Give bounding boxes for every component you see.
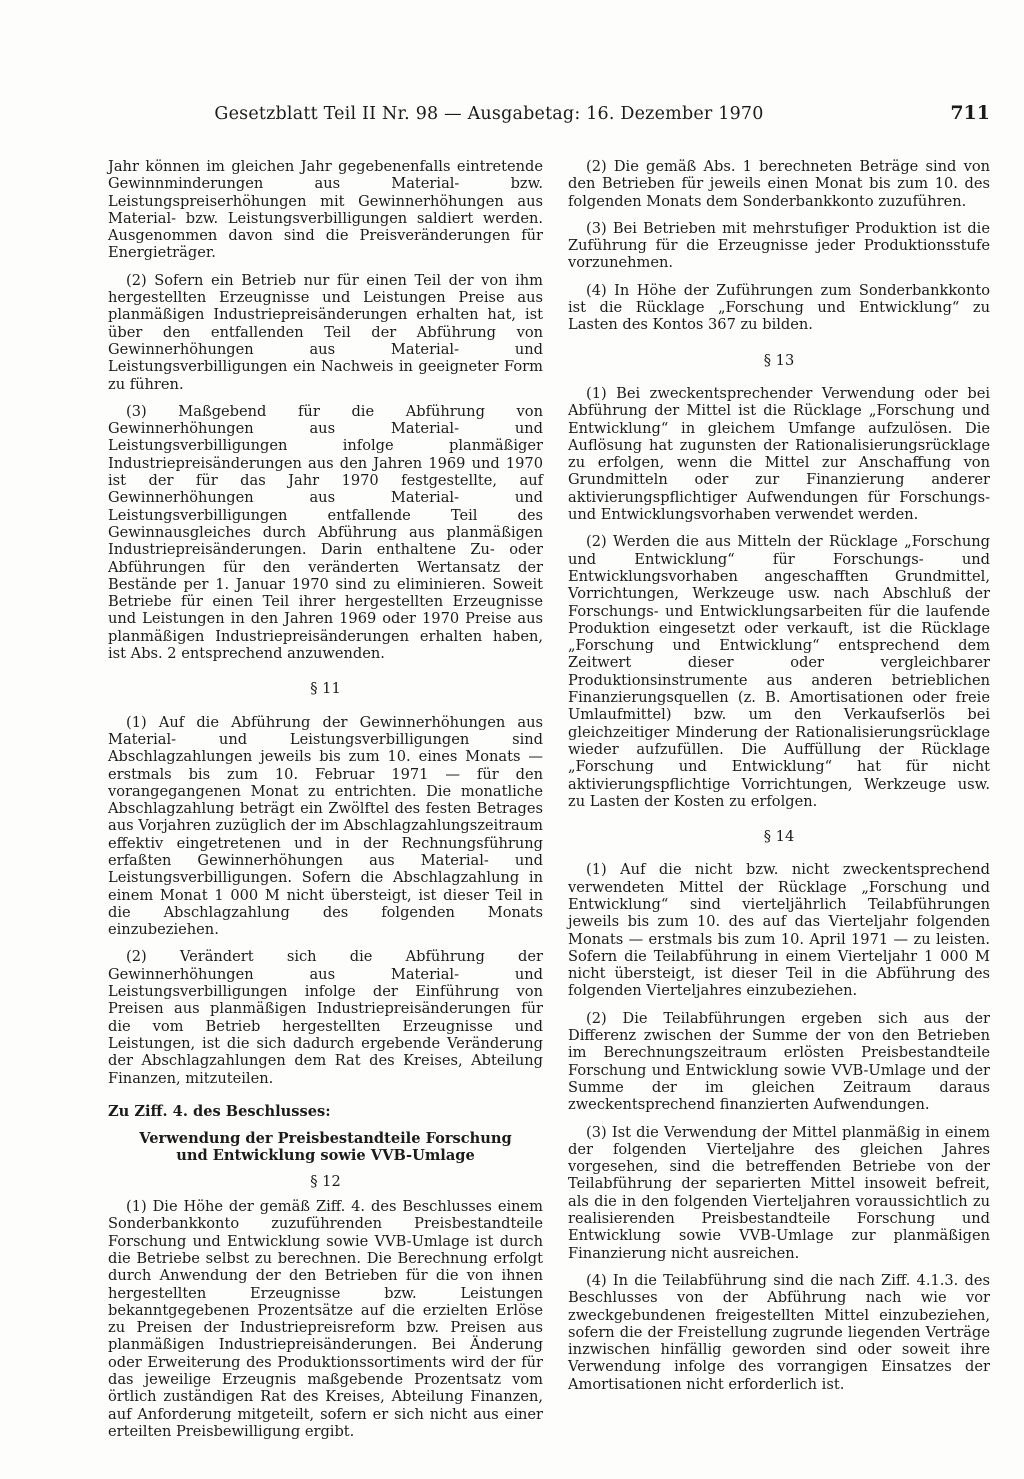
paragraph: (2) Sofern ein Betrieb nur für einen Teil der von ihm hergestellten Erzeugnisse und Leistungen Preise aus planmäßigen Industriepreisänderungen erhalten hat, ist über den entfallenden Teil der Abführung von Gewinnerhöhungen aus Material- und Leistungsverbilligungen ein Nachweis in geeigneter Form zu führen. xyxy=(108,271,543,393)
paragraph: (1) Die Höhe der gemäß Ziff. 4. des Beschlusses einem Sonderbankkonto zuzuführenden Preisbestandteile Forschung und Entwicklung sowie VVB-Umlage ist durch die Betriebe selbst zu berechnen. Die Berechnung erfolgt durch Anwendung der den Betrieben für die von ihnen hergestellten Erzeugnisse bzw. Leistungen bekanntgegebenen Prozentsätze auf die erzielten Erlöse zu Preisen der Industriepreisreform bzw. Preisen aus planmäßigen Industriepreisänderungen. Bei Änderung oder Erweiterung des Produktionssortiments wird der für das jeweilige Erzeugnis maßgebende Prozentsatz vom örtlich zuständigen Rat des Kreises, Abteilung Finanzen, auf Anforderung mitgeteilt, sofern er sich nicht aus einer erteilten Preisbewilligung ergibt. xyxy=(108,1198,543,1440)
header-title: Gesetzblatt Teil II Nr. 98 — Ausgabetag: 16. Dezember 1970 xyxy=(214,104,764,124)
chapter-heading-line1: Verwendung der Preisbestandteile Forschung xyxy=(139,1130,512,1148)
section-heading-13: § 13 xyxy=(763,351,795,369)
decision-reference-block xyxy=(108,1103,543,1165)
paragraph: (3) Bei Betrieben mit mehrstufiger Produktion ist die Zuführung für die Erzeugnisse jeder Produktionsstufe vorzunehmen. xyxy=(568,219,990,272)
section-heading-14: § 14 xyxy=(763,828,795,846)
section-heading-11: § 11 xyxy=(310,680,341,698)
chapter-heading-line2: und Entwicklung sowie VVB-Umlage xyxy=(176,1147,475,1165)
right-column xyxy=(568,158,990,1403)
paragraph: (2) Die Teilabführungen ergeben sich aus der Differenz zwischen der Summe der von den Betrieben im Berechnungszeitraum erlösten Preisbestandteile Forschung und Entwicklung sowie VVB-Umlage und der Summe der im gleichen Zeitraum daraus zweckentsprechend finanzierten Aufwendungen. xyxy=(568,1009,990,1114)
paragraph: (2) Werden die aus Mitteln der Rücklage „Forschung und Entwicklung“ für Forschungs- und Entwicklungsvorhaben angeschafften Grundmittel, Vorrichtungen, Werkzeuge usw. nach Abschluß der Forschungs- und Entwicklungsarbeiten für die laufende Produktion eingesetzt oder verkauft, ist die Rücklage „Forschung und Entwicklung“ entsprechend dem Zeitwert dieser oder vergleichbarer Produktionsinstrumente aus anderen betrieblichen Finanzierungsquellen (z. B. Amortisationen oder freie Umlaufmittel) bzw. um den Verkaufserlös bei gleichzeitiger Minderung der Rationalisierungsrücklage wieder aufzufüllen. Die Auffüllung der Rücklage „Forschung und Entwicklung“ hat für nicht aktivierungspflichtige Vorrichtungen, Werkzeuge usw. zu Lasten der Kosten zu erfolgen. xyxy=(568,533,990,810)
paragraph: (4) In Höhe der Zuführungen zum Sonderbankkonto ist die Rücklage „Forschung und Entwicklung“ zu Lasten des Kontos 367 zu bilden. xyxy=(568,281,990,334)
paragraph: (1) Auf die nicht bzw. nicht zweckentsprechend verwendeten Mittel der Rücklage „Forschung und Entwicklung“ sind vierteljährlich Teilabführungen jeweils bis zum 10. des auf das Vierteljahr folgenden Monats — erstmals bis zum 10. April 1971 — zu leisten. Sofern die Teilabführung in einem Vierteljahr 1 000 M nicht übersteigt, ist dieser Teil in die Abführung des folgenden Vierteljahres einzubeziehen. xyxy=(568,861,990,1000)
paragraph: (3) Maßgebend für die Abführung von Gewinnerhöhungen aus Material- und Leistungsverbilligungen infolge planmäßiger Industriepreisänderungen aus den Jahren 1969 und 1970 ist der für das Jahr 1970 festgestellte, auf Gewinnerhöhungen aus Material- und Leistungsverbilligungen entfallende Teil des Gewinnausgleiches durch Abführung aus planmäßigen Industriepreisänderungen. Darin enthaltene Zu- oder Abführungen für den veränderten Wertansatz der Bestände per 1. Januar 1970 sind zu eliminieren. Soweit Betriebe für einen Teil ihrer hergestellten Erzeugnisse und Leistungen in den Jahren 1969 oder 1970 Preise aus planmäßigen Industriepreisänderungen erhalten haben, ist Abs. 2 entsprechend anzuwenden. xyxy=(108,402,543,663)
left-column xyxy=(108,158,543,1450)
decision-reference: Zu Ziff. 4. des Beschlusses: xyxy=(108,1102,331,1120)
section-heading-12: § 12 xyxy=(310,1172,341,1190)
paragraph: (1) Auf die Abführung der Gewinnerhöhungen aus Material- und Leistungsverbilligungen sind Abschlagzahlungen jeweils bis zum 10. eines Monats — erstmals bis zum 10. Februar 1971 — für den vorangegangenen Monat zu entrichten. Die monatliche Abschlagzahlung beträgt ein Zwölftel des festen Betrages aus Vorjahren zuzüglich der im Abschlagzahlungszeitraum effektiv eingetretenen und in der Rechnungsführung erfaßten Gewinnerhöhungen aus Material- und Leistungsverbilligungen. Sofern die Abschlagzahlung in einem Monat 1 000 M nicht übersteigt, ist dieser Teil in die Abschlagzahlung des folgenden Monats einzubeziehen. xyxy=(108,713,543,939)
page-number: 711 xyxy=(950,102,990,124)
paragraph: (1) Bei zweckentsprechender Verwendung oder bei Abführung der Mittel ist die Rücklage „Forschung und Entwicklung“ in gleichem Umfange aufzulösen. Die Auflösung hat zugunsten der Rationalisierungsrücklage zu erfolgen, wenn die Mittel zur Anschaffung von Grundmitteln oder zur Finanzierung anderer aktivierungspflichtiger Aufwendungen für Forschungs- und Entwicklungsvorhaben verwendet werden. xyxy=(568,384,990,524)
paragraph: Jahr können im gleichen Jahr gegebenenfalls eintretende Gewinnminderungen aus Material- bzw. Leistungspreiserhöhungen mit Gewinnerhöhungen aus Material- bzw. Leistungsverbilligungen saldiert werden. Ausgenommen davon sind die Preisveränderungen für Energieträger. xyxy=(108,158,543,262)
page-header xyxy=(108,100,990,130)
paragraph: (4) In die Teilabführung sind die nach Ziff. 4.1.3. des Beschlusses von der Abführung nach wie vor zweckgebundenen freigestellten Mittel einzubeziehen, sofern die der Freistellung zugrunde liegenden Verträge inzwischen hinfällig geworden sind oder soweit ihre Verwendung infolge des vorrangigen Einsatzes der Amortisationen nicht erforderlich ist. xyxy=(568,1271,990,1393)
paragraph: (3) Ist die Verwendung der Mittel planmäßig in einem der folgenden Vierteljahre des gleichen Jahres vorgesehen, sind die betreffenden Betriebe von der Teilabführung der separierten Mittel insoweit befreit, als die in den folgenden Vierteljahren voraussichtlich zu realisierenden Preisbestandteile Forschung und Entwicklung sowie VVB-Umlage zur planmäßigen Finanzierung nicht ausreichen. xyxy=(568,1123,990,1262)
paragraph: (2) Die gemäß Abs. 1 berechneten Beträge sind von den Betrieben für jeweils einen Monat bis zum 10. des folgenden Monats dem Sonderbankkonto zuzuführen. xyxy=(568,158,990,210)
paragraph: (2) Verändert sich die Abführung der Gewinnerhöhungen aus Material- und Leistungsverbilligungen infolge der Einführung von Preisen aus planmäßigen Industriepreisänderungen für die vom Betrieb hergestellten Erzeugnisse und Leistungen, ist die sich dadurch ergebende Veränderung der Abschlagzahlungen dem Rat des Kreises, Abteilung Finanzen, mitzuteilen. xyxy=(108,948,543,1087)
